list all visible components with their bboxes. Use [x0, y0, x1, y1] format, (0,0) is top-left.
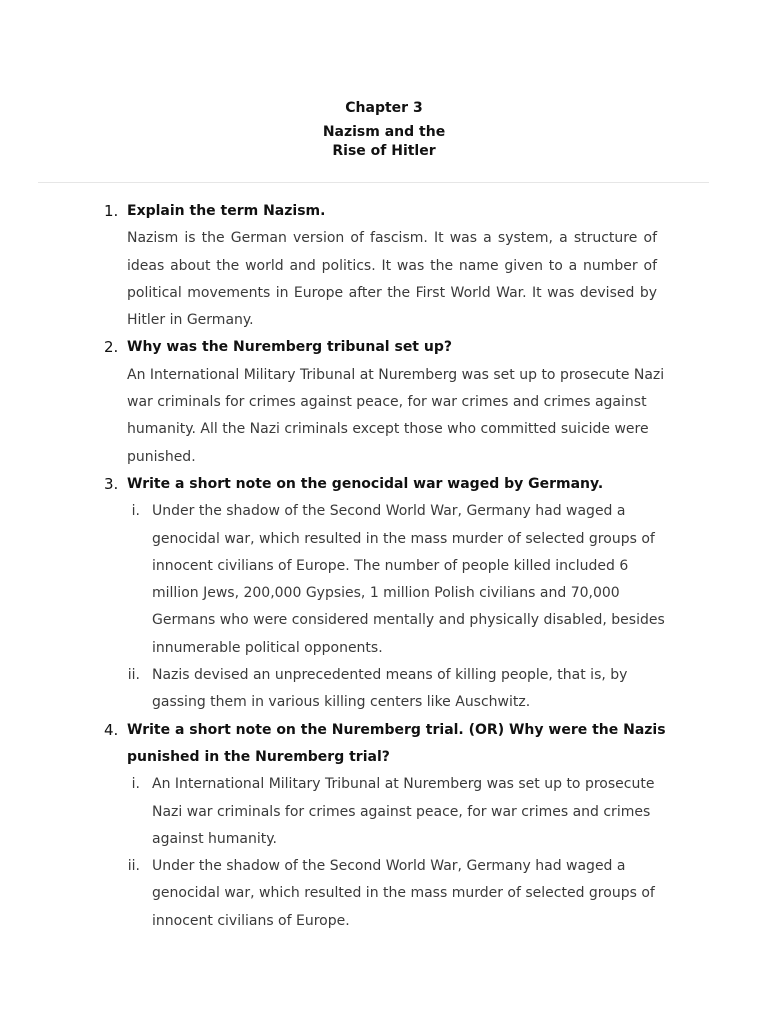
- point-label: i.: [131, 776, 140, 793]
- answer-point: [0, 662, 768, 717]
- chapter-title-line-2: Rise of Hitler: [332, 143, 436, 159]
- question-number: 4.: [104, 720, 119, 739]
- answer-point: [0, 498, 768, 662]
- answer-point: [0, 771, 768, 853]
- question-text: Write a short note on the Nuremberg trial. (OR) Why were the Nazis punished in the Nuremberg trial?: [127, 721, 666, 765]
- answer-text: Nazism is the German version of fascism. It was a system, a structure of ideas about the world and politics. It was the name given to a number of political movements in Europe after the First World War. It was devised by Hitler in Germany.: [127, 230, 657, 329]
- question-item-4: [0, 717, 768, 935]
- question-item-2: [0, 334, 768, 470]
- answer-text: An International Military Tribunal at Nuremberg was set up to prosecute Nazi war criminals for crimes against peace, for war crimes and crimes against humanity. All the Nazi criminals except those who committed suicide were punished.: [127, 366, 665, 465]
- question-text: Write a short note on the genocidal war waged by Germany.: [127, 475, 604, 492]
- question-text: Explain the term Nazism.: [127, 203, 326, 219]
- point-label: ii.: [127, 667, 140, 684]
- chapter-title-line-1: Nazism and the: [322, 124, 446, 140]
- chapter-title: [0, 123, 768, 161]
- question-number: 1.: [104, 202, 119, 220]
- question-text: Why was the Nuremberg tribunal set up?: [127, 339, 452, 356]
- point-label: ii.: [127, 858, 140, 875]
- answer-point: [0, 853, 768, 935]
- header-divider: [38, 182, 709, 183]
- point-text: An International Military Tribunal at Nuremberg was set up to prosecute Nazi war criminals for crimes against peace, for war crimes and crimes against humanity.: [152, 776, 655, 847]
- point-text: Under the shadow of the Second World War, Germany had waged a genocidal war, which resulted in the mass murder of selected groups of innocent civilians of Europe.: [152, 858, 655, 929]
- chapter-header: [0, 96, 768, 161]
- question-list: [0, 198, 768, 935]
- point-label: i.: [131, 503, 140, 520]
- question-number: 2.: [104, 338, 119, 357]
- question-number: 3.: [104, 474, 119, 493]
- point-text: Nazis devised an unprecedented means of killing people, that is, by gassing them in various killing centers like Auschwitz.: [152, 667, 628, 711]
- question-item-3: [0, 471, 768, 717]
- question-item-1: [0, 198, 768, 334]
- point-text: Under the shadow of the Second World War, Germany had waged a genocidal war, which resulted in the mass murder of selected groups of innocent civilians of Europe. The number of people killed included 6 million Jews, 200,000 Gypsies, 1 million Polish civilians and 70,000 Germans who were considered mentally and physically disabled, besides innumerable political opponents.: [152, 503, 665, 656]
- chapter-label: Chapter 3: [345, 100, 423, 116]
